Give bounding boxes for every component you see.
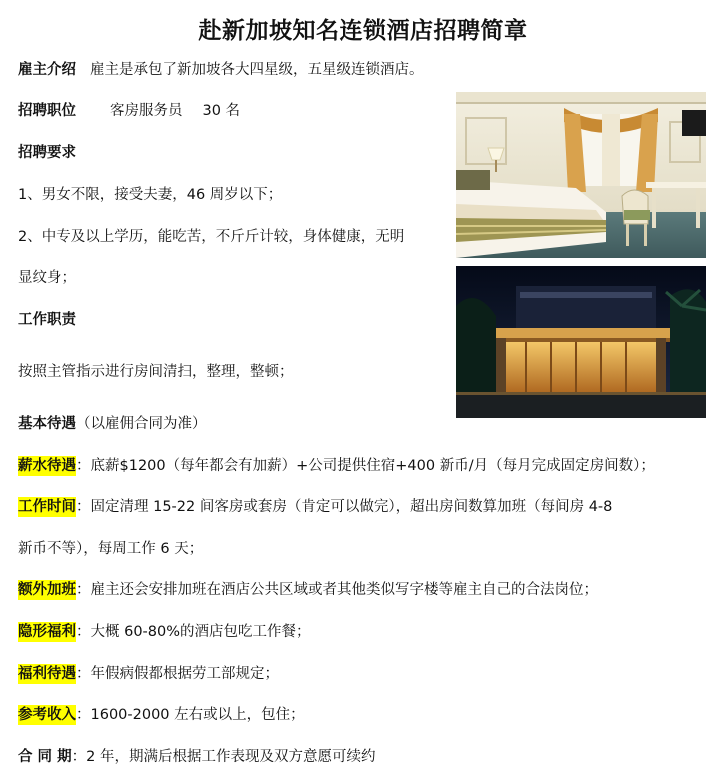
hidden-welfare-label: 隐形福利 (18, 624, 76, 640)
page-title: 赴新加坡知名连锁酒店招聘简章 (198, 18, 528, 44)
contract-text: ：2 年，期满后根据工作表现及双方意愿可续约 (71, 749, 376, 765)
hours-row (18, 497, 612, 517)
welfare-label: 福利待遇 (18, 666, 76, 682)
contract-row (18, 747, 375, 767)
salary-label: 薪水待遇 (18, 458, 76, 474)
position-role: 客房服务员 (110, 103, 183, 119)
position-row (18, 101, 240, 121)
overtime-row (18, 580, 598, 600)
requirements-label: 招聘要求 (18, 145, 76, 161)
position-count: 30 名 (202, 103, 241, 119)
hours-text-cont: 新币不等），每周工作 6 天； (18, 541, 204, 557)
salary-text: ：底薪$1200（每年都会有加薪）+公司提供住宿+400 新币/月（每月完成固定房间数）； (76, 458, 655, 474)
benefits-note: （以雇佣合同为准） (76, 416, 207, 432)
hidden-welfare-row (18, 622, 311, 642)
overtime-label: 额外加班 (18, 582, 76, 598)
income-row (18, 705, 305, 725)
position-label: 招聘职位 (18, 103, 76, 119)
hotel-room-photo (456, 92, 706, 258)
benefits-row (18, 414, 207, 434)
benefits-label: 基本待遇 (18, 416, 76, 432)
employer-row (18, 60, 424, 80)
contract-label: 合 同 期 (18, 749, 72, 765)
requirement-item-1: 1、男女不限，接受夫妻，46 周岁以下； (18, 187, 283, 203)
salary-row (18, 456, 655, 476)
income-label: 参考收入 (18, 707, 76, 723)
hotel-exterior-photo (456, 266, 706, 418)
employer-text: 雇主是承包了新加坡各大四星级，五星级连锁酒店。 (90, 62, 424, 78)
duties-text: 按照主管指示进行房间清扫，整理，整顿； (18, 364, 294, 380)
hidden-welfare-text: ：大概 60-80%的酒店包吃工作餐； (76, 624, 311, 640)
requirement-item-2-cont: 显纹身； (18, 270, 76, 286)
welfare-row (18, 664, 279, 684)
duties-label: 工作职责 (18, 312, 76, 328)
requirement-item-2: 2、中专及以上学历，能吃苦，不斤斤计较，身体健康，无明 (18, 229, 405, 245)
overtime-text: ：雇主还会安排加班在酒店公共区域或者其他类似写字楼等雇主自己的合法岗位； (76, 582, 598, 598)
hours-label: 工作时间 (18, 499, 76, 515)
income-text: ：1600-2000 左右或以上，包住； (76, 707, 305, 723)
employer-label: 雇主介绍 (18, 62, 76, 78)
hours-text: ：固定清理 15-22 间客房或套房（肯定可以做完），超出房间数算加班（每间房 4-8 (76, 499, 613, 515)
welfare-text: ：年假病假都根据劳工部规定； (76, 666, 279, 682)
